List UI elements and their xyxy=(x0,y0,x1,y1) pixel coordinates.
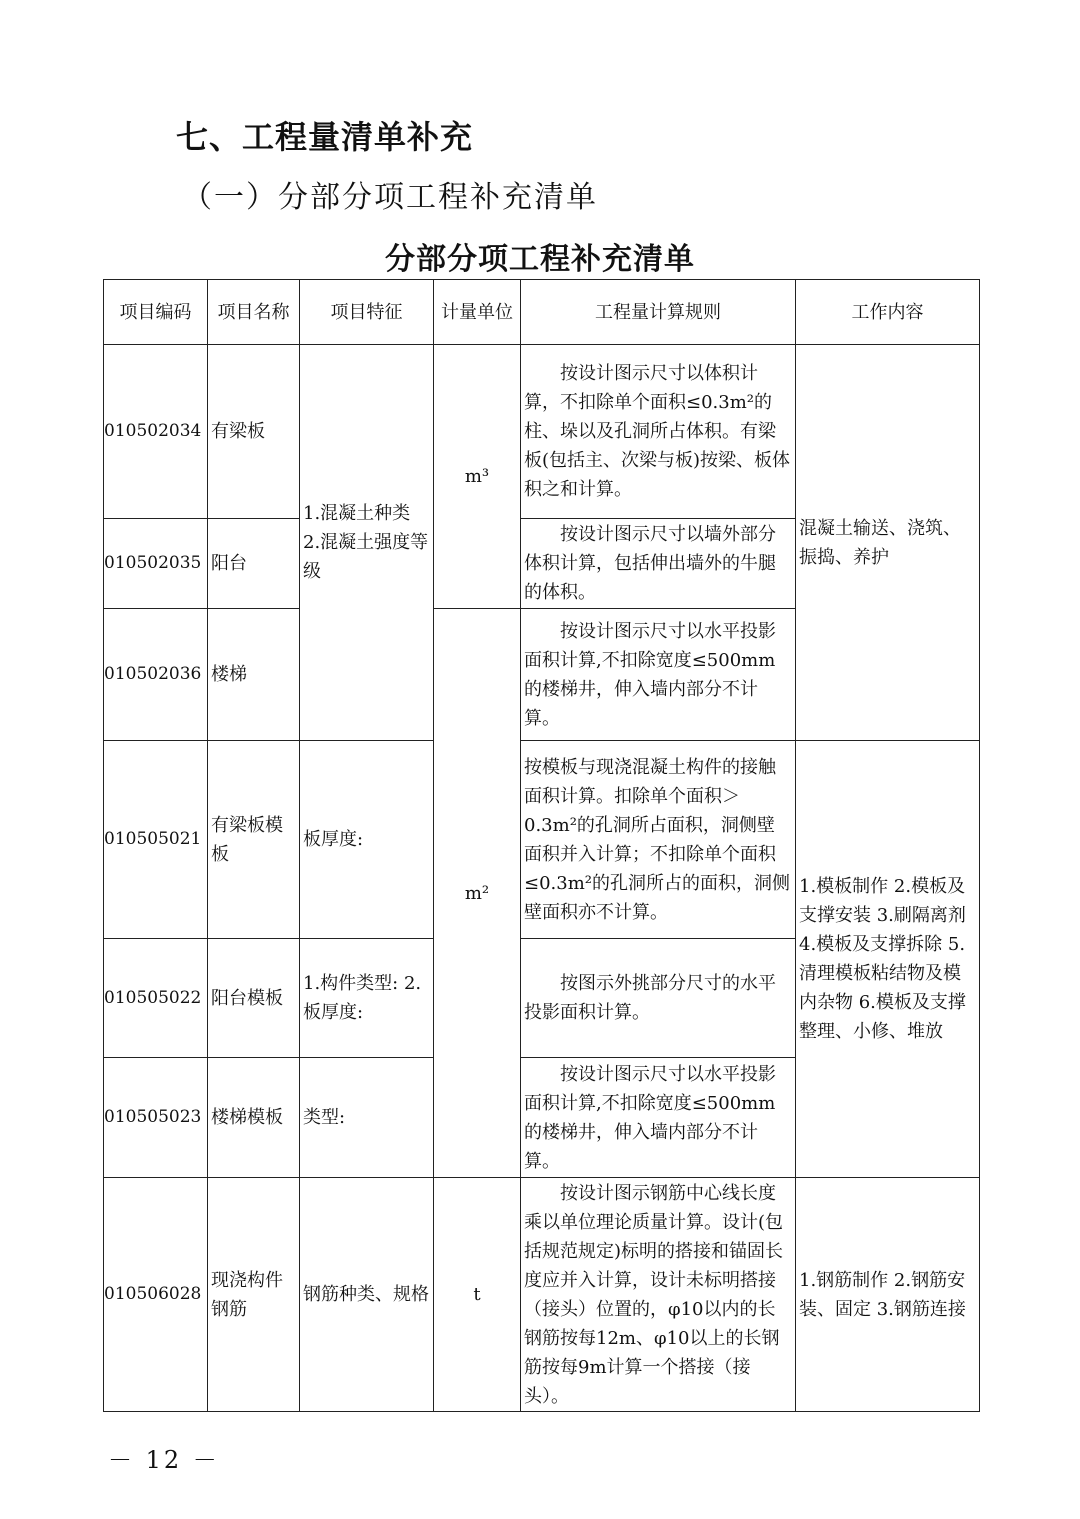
item-name: 阳台模板 xyxy=(208,939,300,1058)
item-rule: 按设计图示钢筋中心线长度乘以单位理论质量计算。设计(包括规范规定)标明的搭接和锚固长度应并入计算，设计未标明搭接（接头）位置的，φ10以内的长钢筋按每12m、φ10以上的长钢筋按每9m计算一个搭接（接头）。 xyxy=(521,1178,796,1412)
subsection-title: （一）分部分项工程补充清单 xyxy=(182,180,598,215)
item-code: 010505021 xyxy=(104,741,208,939)
item-name: 阳台 xyxy=(208,519,300,609)
item-unit: m³ xyxy=(434,345,521,609)
table-row xyxy=(104,741,980,939)
item-unit: t xyxy=(434,1178,521,1412)
header-unit: 计量单位 xyxy=(434,280,521,345)
header-code: 项目编码 xyxy=(104,280,208,345)
item-name: 楼梯 xyxy=(208,609,300,741)
item-unit: m² xyxy=(434,609,521,1178)
item-feature: 板厚度: xyxy=(300,741,434,939)
header-feature: 项目特征 xyxy=(300,280,434,345)
item-feature: 1.混凝土种类 2.混凝土强度等级 xyxy=(300,345,434,741)
item-feature: 1.构件类型: 2.板厚度: xyxy=(300,939,434,1058)
table-row xyxy=(104,345,980,519)
item-rule: 按图示外挑部分尺寸的水平投影面积计算。 xyxy=(521,939,796,1058)
item-rule: 按模板与现浇混凝土构件的接触面积计算。扣除单个面积＞0.3m²的孔洞所占面积，洞侧壁面积并入计算；不扣除单个面积≤0.3m²的孔洞所占的面积，洞侧壁面积亦不计算。 xyxy=(521,741,796,939)
item-rule: 按设计图示尺寸以水平投影面积计算,不扣除宽度≤500mm 的楼梯井，伸入墙内部分不计算。 xyxy=(521,1058,796,1178)
item-feature: 钢筋种类、规格 xyxy=(300,1178,434,1412)
item-code: 010505022 xyxy=(104,939,208,1058)
item-rule: 按设计图示尺寸以体积计算，不扣除单个面积≤0.3m²的柱、垛以及孔洞所占体积。有梁板(包括主、次梁与板)按梁、板体积之和计算。 xyxy=(521,345,796,519)
item-code: 010506028 xyxy=(104,1178,208,1412)
item-work-content: 混凝土输送、浇筑、振捣、养护 xyxy=(796,345,980,741)
item-rule: 按设计图示尺寸以水平投影面积计算,不扣除宽度≤500mm 的楼梯井，伸入墙内部分不计算。 xyxy=(521,609,796,741)
table-header-row xyxy=(104,280,980,345)
item-name: 楼梯模板 xyxy=(208,1058,300,1178)
item-work-content: 1.模板制作 2.模板及支撑安装 3.刷隔离剂 4.模板及支撑拆除 5.清理模板粘结物及模内杂物 6.模板及支撑整理、小修、堆放 xyxy=(796,741,980,1178)
bill-of-quantities-table xyxy=(103,279,980,1412)
item-name: 现浇构件钢筋 xyxy=(208,1178,300,1412)
item-rule: 按设计图示尺寸以墙外部分体积计算，包括伸出墙外的牛腿的体积。 xyxy=(521,519,796,609)
item-name: 有梁板模板 xyxy=(208,741,300,939)
header-work: 工作内容 xyxy=(796,280,980,345)
table-row xyxy=(104,1178,980,1412)
section-title: 七、工程量清单补充 xyxy=(176,118,474,156)
header-rule: 工程量计算规则 xyxy=(521,280,796,345)
page-number: － 12 － xyxy=(108,1446,220,1474)
item-code: 010502034 xyxy=(104,345,208,519)
table-title: 分部分项工程补充清单 xyxy=(385,242,695,277)
item-work-content: 1.钢筋制作 2.钢筋安装、固定 3.钢筋连接 xyxy=(796,1178,980,1412)
item-code: 010502036 xyxy=(104,609,208,741)
item-feature: 类型: xyxy=(300,1058,434,1178)
item-code: 010502035 xyxy=(104,519,208,609)
header-name: 项目名称 xyxy=(208,280,300,345)
item-code: 010505023 xyxy=(104,1058,208,1178)
item-name: 有梁板 xyxy=(208,345,300,519)
